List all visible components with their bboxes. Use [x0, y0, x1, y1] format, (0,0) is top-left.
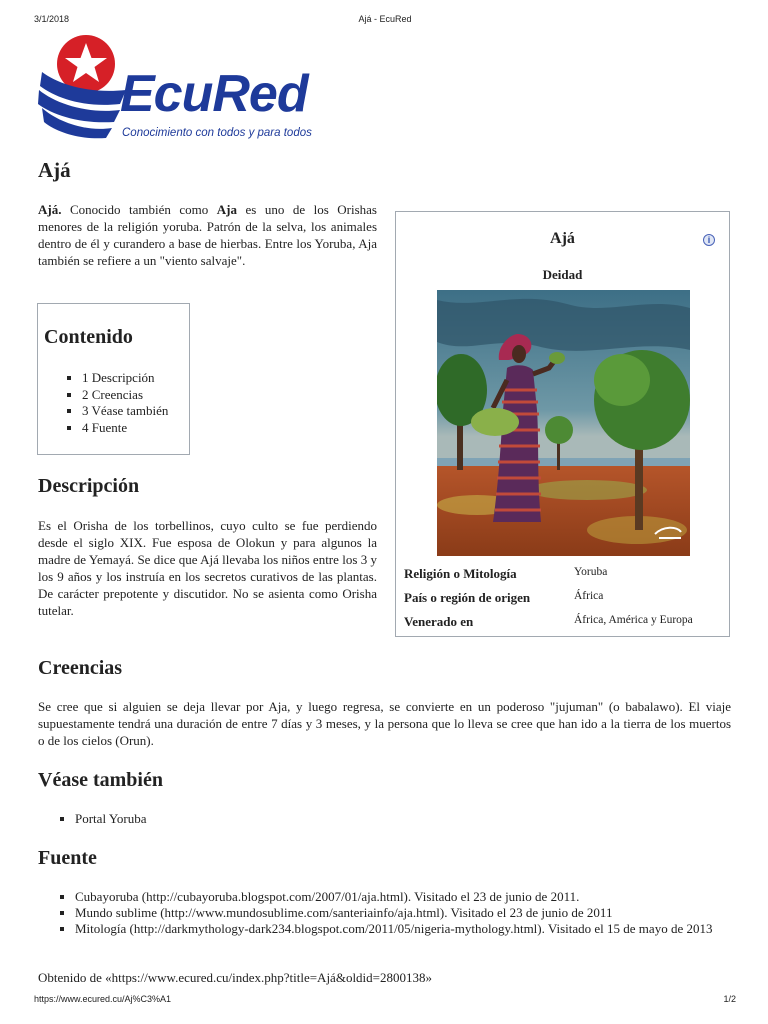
- page-number: 1/2: [723, 994, 736, 1004]
- table-of-contents: [37, 303, 190, 455]
- infobox: [395, 211, 730, 637]
- fuente-item[interactable]: ▪ Mitología (http://darkmythology-dark234.blogspot.com/2011/05/nigeria-mythology.html). Visitado el 15 de mayo de 2013: [75, 921, 731, 937]
- infobox-label: Venerado en: [404, 614, 474, 629]
- infobox-value[interactable]: Yoruba: [574, 566, 608, 578]
- fuente-item[interactable]: ▪ Mundo sublime (http://www.mundosublime.com/santeriainfo/aja.html). Visitado el 23 de junio de 2011: [75, 905, 731, 921]
- section-heading-fuente: Fuente: [38, 847, 97, 869]
- infobox-value[interactable]: África: [574, 590, 604, 602]
- print-date: 3/1/2018: [34, 14, 70, 24]
- intro-paragraph: Ajá. Conocido también como Aja es uno de los Orishas menores de la religión yoruba. Patrón de la selva, los animales dentro de él y curandero a base de hierbas. Entre los Yoruba, Aja también se refiere a un "viento salvaje".: [38, 202, 377, 268]
- print-title: Ajá - EcuRed: [358, 14, 412, 24]
- toc-list: [46, 370, 168, 436]
- logo-slogan: Conocimiento con todos y para todos: [122, 127, 312, 139]
- infobox-row: [404, 590, 721, 610]
- print-url: https://www.ecured.cu/Aj%C3%A1: [34, 994, 172, 1004]
- obtained-from[interactable]: Obtenido de «https://www.ecured.cu/index.php?title=Ajá&oldid=2800138»: [38, 970, 432, 985]
- logo-wordmark: EcuRed: [120, 65, 308, 123]
- infobox-value[interactable]: África, América y Europa: [574, 614, 693, 626]
- toc-item-descripcion[interactable]: ▪ 1 Descripción: [82, 370, 168, 387]
- toc-item-fuente[interactable]: ▪ 4 Fuente: [82, 420, 168, 437]
- fuente-list: [38, 889, 731, 937]
- toc-item-vease[interactable]: ▪ 3 Véase también: [82, 403, 168, 420]
- section-heading-creencias: Creencias: [38, 657, 123, 679]
- toc-item-creencias[interactable]: ▪ 2 Creencias: [82, 387, 168, 404]
- infobox-subtitle: Deidad: [542, 267, 583, 282]
- section-heading-vease: Véase también: [38, 769, 163, 791]
- descripcion-paragraph: Es el Orisha de los torbellinos, cuyo culto se fue perdiendo desde el siglo XIX. Fue esposa de Olokun y para algunos la madre de Yemayá. Se dice que Ajá llevaba los niños entre los 3 y los 9 años y los instruía en los secretos curativos de las plantas. De carácter prepotente y discutidor. No se asienta como Orisha tutelar.: [38, 518, 377, 618]
- section-heading-descripcion: Descripción: [38, 475, 140, 497]
- toc-heading: Contenido: [44, 326, 133, 348]
- infobox-title: Ajá: [550, 230, 575, 247]
- page-title: Ajá: [38, 158, 71, 182]
- infobox-label: Religión o Mitología: [404, 566, 517, 581]
- vease-link-portal-yoruba[interactable]: ▪ Portal Yoruba: [75, 811, 147, 827]
- info-icon[interactable]: i: [703, 234, 715, 246]
- ecured-logo[interactable]: [36, 34, 346, 146]
- infobox-label: País o región de origen: [404, 590, 531, 605]
- infobox-row: [404, 566, 721, 586]
- fuente-item[interactable]: ▪ Cubayoruba (http://cubayoruba.blogspot.com/2007/01/aja.html). Visitado el 23 de junio de 2011.: [75, 889, 731, 905]
- print-footer: [34, 994, 736, 1008]
- creencias-paragraph: Se cree que si alguien se deja llevar por Aja, y luego regresa, se convierte en un poderoso "jujuman" (o babalawo). El viaje supuestamente tendrá una duración de entre 7 días y 3 meses, y la persona que lo lleva se cree que han ido a la tierra de los muertos o de los cielos (Orun).: [38, 699, 731, 748]
- infobox-row: [404, 614, 721, 634]
- vease-list: [38, 811, 147, 827]
- deity-image[interactable]: [437, 290, 690, 556]
- print-header: [34, 14, 736, 28]
